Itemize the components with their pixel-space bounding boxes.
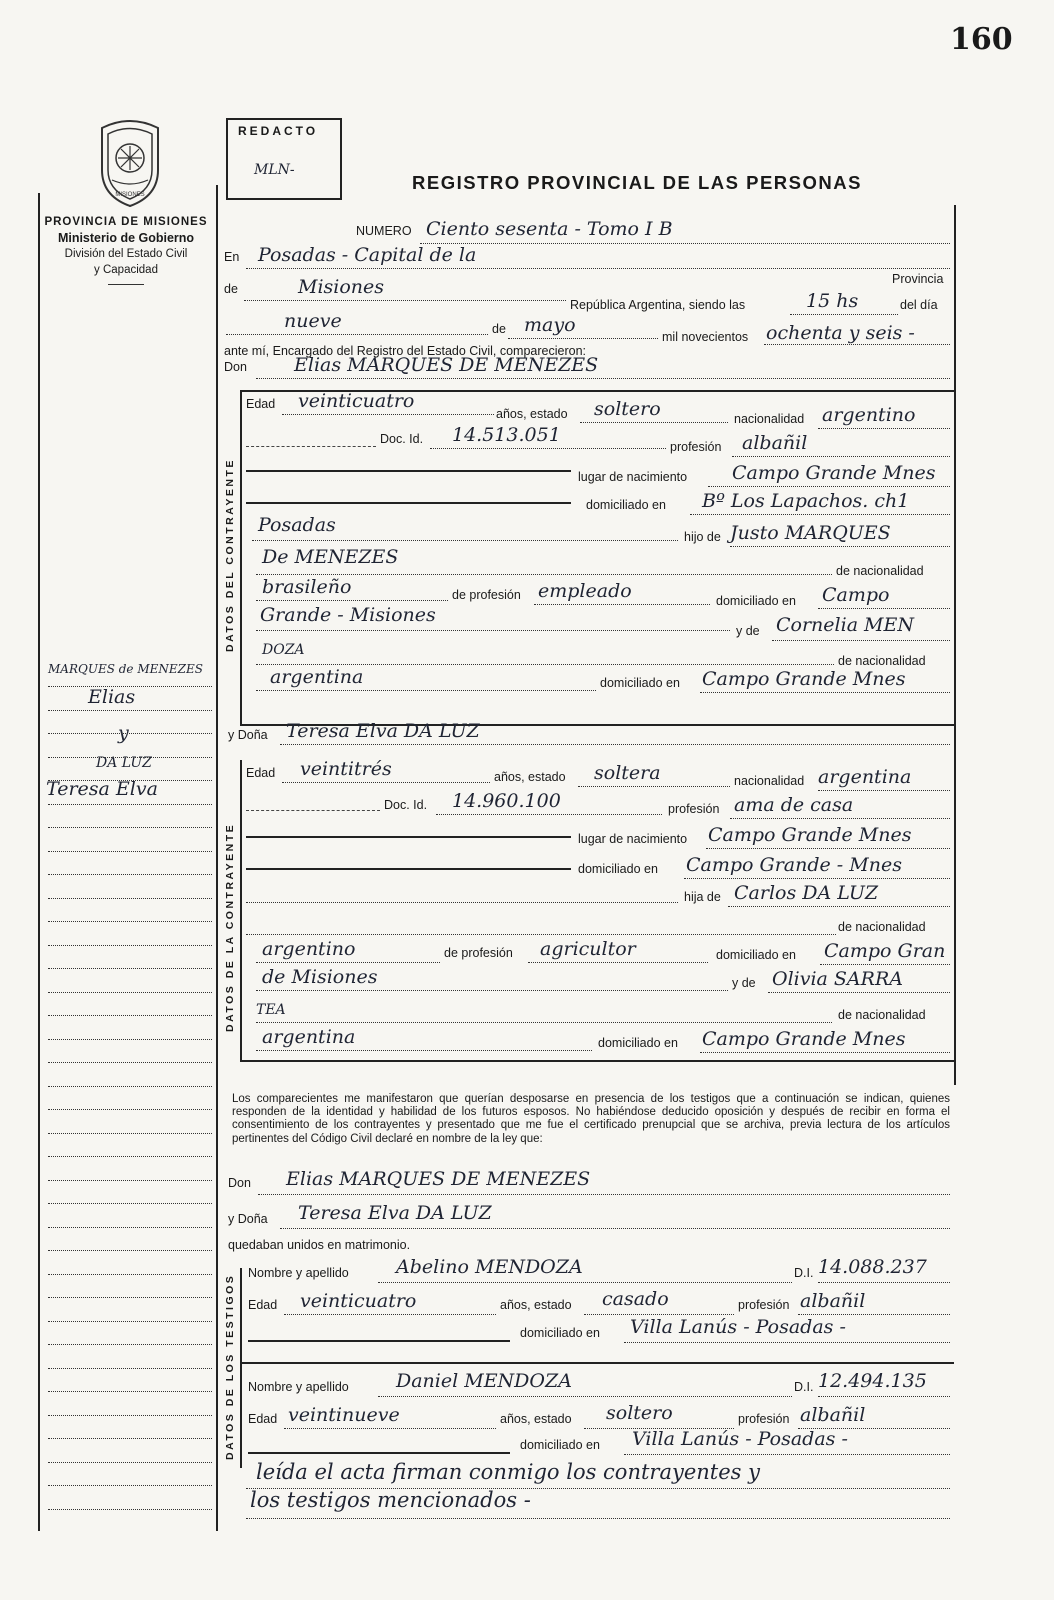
en-label: En: [224, 250, 240, 264]
margin-rule: [48, 1274, 212, 1275]
bride-father-nationality: argentino: [262, 938, 356, 960]
margin-rule: [48, 733, 212, 734]
bride-age: veintitrés: [300, 758, 392, 780]
witness1-address: Villa Lanús - Posadas -: [630, 1316, 846, 1338]
margin-rule: [48, 921, 212, 922]
witness2-nombre-label: Nombre y apellido: [248, 1380, 349, 1394]
stamp-initials: MLN-: [254, 162, 295, 178]
groom-domicilio-label: domiciliado en: [586, 498, 666, 512]
margin-name-bride: Teresa Elva: [46, 778, 158, 800]
republica-label: República Argentina, siendo las: [570, 298, 746, 312]
bride-doc: 14.960.100: [452, 790, 561, 812]
groom-mother-nac-label: de nacionalidad: [838, 654, 926, 668]
margin-rule: [48, 968, 212, 969]
witness1-name: Abelino MENDOZA: [396, 1256, 583, 1278]
union-dona-label: y Doña: [228, 1212, 268, 1226]
witness2-estado-label: años, estado: [500, 1412, 572, 1426]
ministry-division: División del Estado Civil: [64, 248, 188, 260]
bride-estado-label: años, estado: [494, 770, 566, 784]
record-day: nueve: [284, 310, 342, 332]
margin-rule: [48, 1062, 212, 1063]
de-mes-label: de: [492, 322, 506, 336]
bride-father-nac-label: de nacionalidad: [838, 920, 926, 934]
bride-birthplace: Campo Grande Mnes: [708, 824, 912, 846]
witness2-profession: albañil: [800, 1404, 866, 1426]
groom-father-address2: Grande - Misiones: [260, 604, 436, 626]
dona-label: y Doña: [228, 728, 268, 742]
margin-rule: [48, 898, 212, 899]
bride-doc-label: Doc. Id.: [384, 798, 428, 812]
witness2-age: veintinueve: [288, 1404, 400, 1426]
margin-rule: [48, 1109, 212, 1110]
provincial-seal-icon: [90, 118, 170, 210]
margin-rule: [48, 1180, 212, 1181]
ministry-name: Ministerio de Gobierno: [57, 231, 195, 245]
record-city: Posadas - Capital de la: [258, 244, 477, 266]
page-number: 160: [950, 22, 1013, 57]
groom-civil-status: soltero: [594, 398, 661, 420]
witness2-address: Villa Lanús - Posadas -: [632, 1428, 848, 1450]
document-title: REGISTRO PROVINCIAL DE LAS PERSONAS: [412, 172, 862, 193]
stamp-title: REDACTO: [238, 124, 319, 138]
mil-label: mil novecientos: [662, 330, 749, 344]
bride-mother-surname: TEA: [256, 1002, 286, 1018]
witness1-dom-label: domiciliado en: [520, 1326, 600, 1340]
witness1-profesion-label: profesión: [738, 1298, 790, 1312]
groom-birthplace: Campo Grande Mnes: [732, 462, 936, 484]
margin-rule: [48, 1227, 212, 1228]
margin-rule: [48, 804, 212, 805]
bride-address: Campo Grande - Mnes: [686, 854, 902, 876]
groom-father-dom-label: domiciliado en: [716, 594, 796, 608]
bride-mother-label: y de: [732, 976, 756, 990]
redacto-stamp: [226, 118, 342, 200]
groom-age: veinticuatro: [298, 390, 415, 412]
groom-mother-nationality: argentina: [270, 666, 364, 688]
bride-civil-status: soltera: [594, 762, 661, 784]
margin-rule: [48, 1015, 212, 1016]
margin-rule: [48, 1415, 212, 1416]
margin-rule: [48, 851, 212, 852]
union-bride-name: Teresa Elva DA LUZ: [298, 1202, 492, 1224]
groom-edad-label: Edad: [246, 397, 276, 411]
margin-rule: [48, 686, 212, 687]
margin-rule: [48, 945, 212, 946]
don-label: Don: [224, 360, 247, 374]
margin-rule: [48, 992, 212, 993]
groom-father-nationality: brasileño: [262, 576, 352, 598]
bride-name: Teresa Elva DA LUZ: [286, 720, 480, 742]
bride-father-dom-label: domiciliado en: [716, 948, 796, 962]
closing-line2: los testigos mencionados -: [250, 1488, 531, 1512]
witness2-civil-status: soltero: [606, 1402, 673, 1424]
declaration-text: Los comparecientes me manifestaron que querían desposarse en presencia de los testigos que a continuación se indican, quienes responden de la identidad y habilidad de los futuros esposos. No habiéndose deducido oposición y después de recibir en forma el consentimiento de los contrayentes y presentado que me fue el certificado prenupcial que se archiva, previa lectura de los artículos pertinentes del Código Civil declaré en nombre de la ley que:: [232, 1093, 950, 1145]
groom-mother-dom-label: domiciliado en: [600, 676, 680, 690]
ante-label: ante mí, Encargado del Registro del Estado Civil, comparecieron:: [224, 344, 586, 358]
bride-nationality: argentina: [818, 766, 912, 788]
bride-profesion-label: profesión: [668, 802, 720, 816]
del-dia-label: del día: [900, 298, 938, 312]
margin-rule: [48, 874, 212, 875]
witness2-di-label: D.I.: [794, 1380, 814, 1394]
groom-father-profession: empleado: [538, 580, 632, 602]
margin-rule: [48, 1344, 212, 1345]
ministry-province: PROVINCIA DE MISIONES: [44, 216, 208, 228]
de-label: de: [224, 282, 238, 296]
groom-nacionalidad-label: nacionalidad: [734, 412, 805, 426]
margin-rule: [48, 827, 212, 828]
bride-father: Carlos DA LUZ: [734, 882, 879, 904]
margin-and: y: [118, 722, 129, 744]
bride-profession: ama de casa: [734, 794, 854, 816]
numero-label: NUMERO: [356, 224, 412, 238]
witness2-profesion-label: profesión: [738, 1412, 790, 1426]
margin-rule: [48, 1086, 212, 1087]
margin-surname-groom: MARQUES de MENEZES: [48, 662, 203, 676]
record-year: ochenta y seis -: [766, 322, 915, 344]
groom-mother-surname: DOZA: [262, 642, 305, 658]
witness1-civil-status: casado: [602, 1288, 669, 1310]
margin-rule: [48, 1250, 212, 1251]
groom-father-surname: De MENEZES: [262, 546, 399, 568]
witness2-name: Daniel MENDOZA: [396, 1370, 572, 1392]
witness1-profession: albañil: [800, 1290, 866, 1312]
bride-father-address2: de Misiones: [262, 966, 378, 988]
bride-father-address: Campo Gran: [824, 940, 946, 962]
margin-rule: [48, 1039, 212, 1040]
groom-mother-address: Campo Grande Mnes: [702, 668, 906, 690]
record-province: Misiones: [298, 276, 385, 298]
witness1-nombre-label: Nombre y apellido: [248, 1266, 349, 1280]
margin-rule: [48, 1203, 212, 1204]
margin-rule: [48, 1438, 212, 1439]
witness2-di: 12.494.135: [818, 1370, 927, 1392]
groom-mother: Cornelia MEN: [776, 614, 915, 636]
margin-surname-bride: DA LUZ: [96, 755, 152, 771]
bride-nacionalidad-label: nacionalidad: [734, 774, 805, 788]
side-label-witnesses: DATOS DE LOS TESTIGOS: [224, 1273, 236, 1460]
bride-edad-label: Edad: [246, 766, 276, 780]
svg-text:MISIONES: MISIONES: [115, 192, 145, 198]
witness2-edad-label: Edad: [248, 1412, 278, 1426]
groom-father-address: Campo: [822, 584, 890, 606]
bride-mother-dom-label: domiciliado en: [598, 1036, 678, 1050]
quedaban-label: quedaban unidos en matrimonio.: [228, 1238, 411, 1252]
bride-mother-nac-label: de nacionalidad: [838, 1008, 926, 1022]
record-month: mayo: [524, 314, 576, 336]
margin-rule: [48, 1509, 212, 1510]
groom-mother-label: y de: [736, 624, 760, 638]
margin-rule: [48, 1391, 212, 1392]
groom-hijo-label: hijo de: [684, 530, 721, 544]
groom-father-nac-label: de nacionalidad: [836, 564, 924, 578]
groom-profession: albañil: [742, 432, 808, 454]
side-label-groom: DATOS DEL CONTRAYENTE: [224, 458, 236, 652]
provincia-label: Provincia: [892, 272, 944, 286]
groom-profesion-label: profesión: [670, 440, 722, 454]
margin-rule: [48, 1462, 212, 1463]
bride-mother: Olivia SARRA: [772, 968, 903, 990]
closing-line1: leída el acta firman conmigo los contrayentes y: [256, 1460, 760, 1484]
ministry-capacity: y Capacidad: [94, 264, 158, 276]
bride-mother-address: Campo Grande Mnes: [702, 1028, 906, 1050]
groom-address-city: Posadas: [258, 514, 336, 536]
ministry-block: [40, 214, 212, 285]
groom-nationality: argentino: [822, 404, 916, 426]
witness1-estado-label: años, estado: [500, 1298, 572, 1312]
bride-father-profession: agricultor: [540, 938, 636, 960]
margin-name-groom: Elias: [88, 686, 136, 708]
margin-rule: [48, 1133, 212, 1134]
margin-rule: [48, 1156, 212, 1157]
side-label-bride: DATOS DE LA CONTRAYENTE: [224, 822, 236, 1032]
bride-hija-label: hija de: [684, 890, 721, 904]
groom-doc-label: Doc. Id.: [380, 432, 424, 446]
margin-rule: [48, 1297, 212, 1298]
bride-father-prof-label: de profesión: [444, 946, 513, 960]
groom-address: Bº Los Lapachos. ch1: [702, 490, 910, 512]
witness2-dom-label: domiciliado en: [520, 1438, 600, 1452]
union-groom-name: Elias MARQUES DE MENEZES: [286, 1168, 591, 1190]
groom-father-prof-label: de profesión: [452, 588, 521, 602]
groom-lugar-label: lugar de nacimiento: [578, 470, 688, 484]
margin-rule: [48, 710, 212, 711]
margin-rule: [48, 780, 212, 781]
witness1-edad-label: Edad: [248, 1298, 278, 1312]
groom-estado-label: años, estado: [496, 407, 568, 421]
record-number: Ciento sesenta - Tomo I B: [426, 218, 673, 240]
margin-rule: [48, 1368, 212, 1369]
bride-mother-nationality: argentina: [262, 1026, 356, 1048]
witness1-age: veinticuatro: [300, 1290, 417, 1312]
groom-name: Elias MARQUES DE MENEZES: [294, 354, 599, 376]
witness1-di-label: D.I.: [794, 1266, 814, 1280]
margin-rule: [48, 1485, 212, 1486]
witness1-di: 14.088.237: [818, 1256, 927, 1278]
bride-domicilio-label: domiciliado en: [578, 862, 658, 876]
margin-rule: [48, 1321, 212, 1322]
bride-lugar-label: lugar de nacimiento: [578, 832, 688, 846]
margin-rule: [48, 757, 212, 758]
groom-father: Justo MARQUES: [730, 522, 891, 544]
union-don-label: Don: [228, 1176, 251, 1190]
record-hour: 15 hs: [806, 290, 859, 312]
groom-doc: 14.513.051: [452, 424, 561, 446]
